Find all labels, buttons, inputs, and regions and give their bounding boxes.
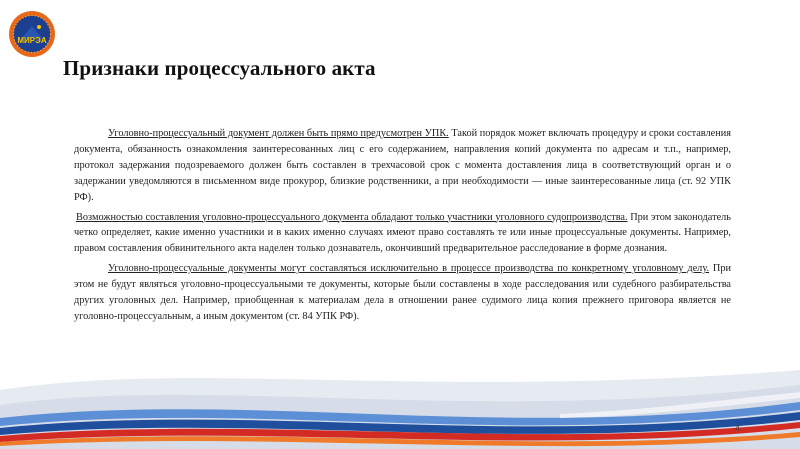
page-number: 4 — [734, 423, 740, 433]
slide-title: Признаки процессуального акта — [63, 56, 376, 80]
paragraph-3-text: При этом не будут являться уголовно-процессуальными те документы, которые были составлены в ходе расследования или судебного разбирательства других уголовных дел. Например, приобщенная к материалам дела в отношении ранее судимого лица копия прежнего приговора является не уголовно-процессуальным, а иным документом (ст. 84 УПК РФ). — [74, 263, 732, 322]
paragraph-1-text: Такой порядок может включать процедуру и сроки составления документа, обязанность ознакомления заинтересованных лиц с его содержанием, направления копий документа по адресам и т.п., например, протокол задержания подозреваемого должен быть составлен в трехчасовой срок с момента доставления лица в соответствующий орган и о задержании уведомляются в письменном виде прокурор, близкие родственники, а при необходимости — иные заинтересованные лица (ст. 92 УПК РФ). — [74, 128, 731, 203]
slide-body — [74, 126, 731, 329]
paragraph-2-text: При этом законодатель четко определяет, какие именно участники и в каких именно случаях имеют право составлять те или иные процессуальные документы. Например, правом составления обвинительного акта наделен только дознаватель, окончивший предварительное расследование в форме дознания. — [74, 211, 731, 255]
paragraph-1 — [74, 126, 731, 206]
mirea-logo-icon — [8, 10, 56, 58]
paragraph-2-key-statement: Возможностью составления уголовно-процессуального документа обладают только участники уголовного судопроизводства. — [76, 211, 628, 223]
svg-text:МИРЭА: МИРЭА — [17, 36, 47, 45]
paragraph-3 — [74, 261, 731, 325]
paragraph-1-key-statement: Уголовно-процессуальный документ должен быть прямо предусмотрен УПК. — [108, 128, 449, 139]
paragraph-3-key-statement: Уголовно-процессуальные документы могут составляться исключительно в процессе производства по конкретному уголовному делу. — [108, 263, 710, 275]
bottom-wave-decoration — [0, 330, 800, 449]
paragraph-2 — [74, 210, 731, 258]
